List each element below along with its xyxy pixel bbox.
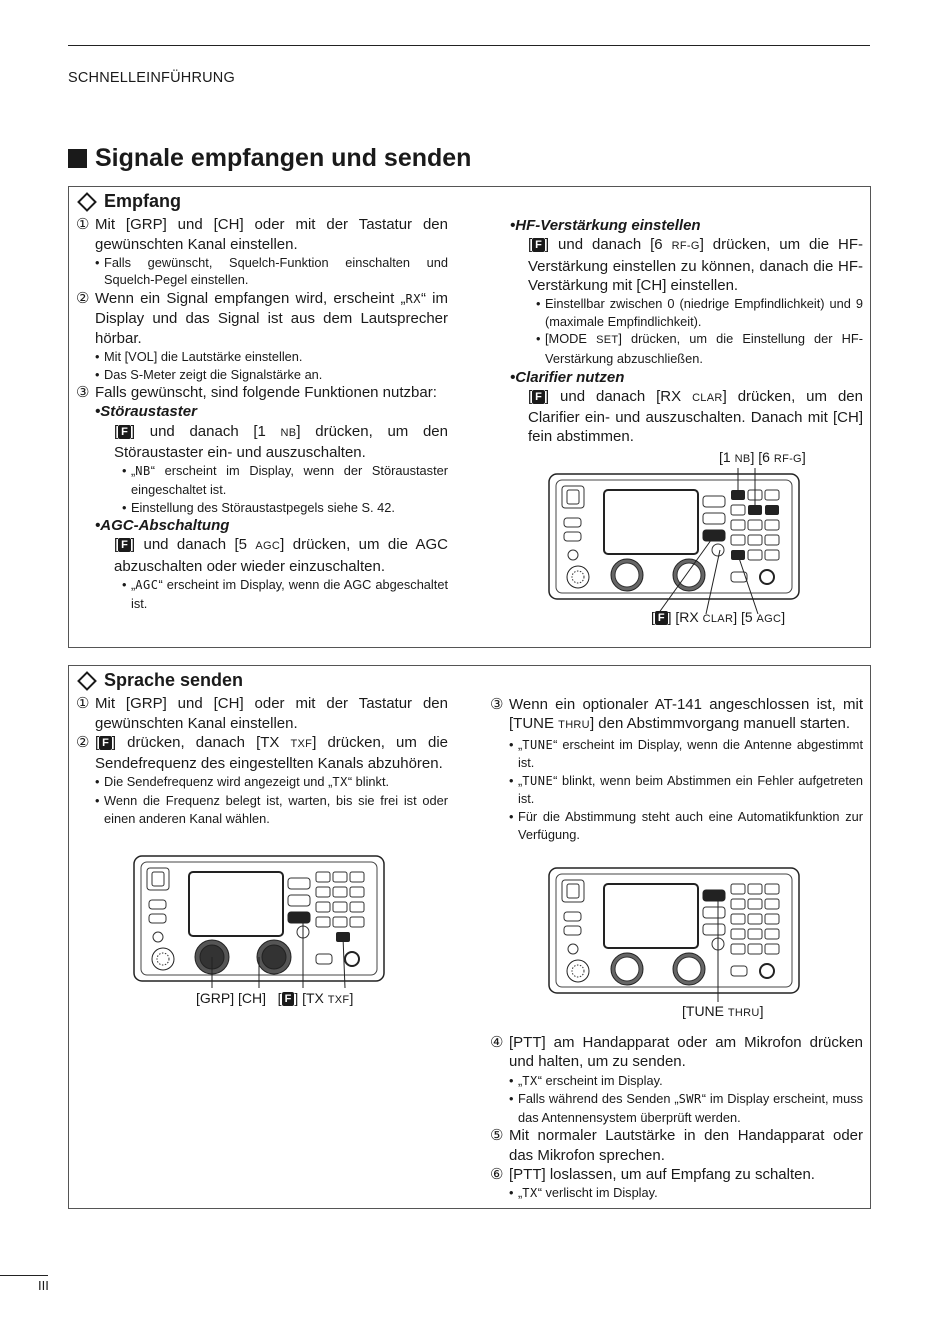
note: • „NB“ erscheint im Display, wenn der Störaustaster eingeschaltet ist.	[122, 463, 448, 497]
f-key-icon: F	[99, 736, 112, 750]
figure-label-top: [1 NB] [6 RF-G]	[719, 449, 806, 465]
figure-label-bottom: [ F ] [RX CLAR] [5 AGC]	[651, 609, 786, 625]
step-text: Mit [GRP] und [CH] oder mit der Tastatur den gewünschten Kanal einstellen.	[95, 216, 448, 253]
f-key-icon: F	[532, 390, 545, 404]
step: ③ Falls gewünscht, sind folgende Funktionen nutzbar:	[76, 384, 437, 402]
running-header: SCHNELLEINFÜHRUNG	[68, 70, 235, 86]
noise-blanker-block	[95, 402, 448, 612]
note: • Einstellung des Störaustastpegels siehe S. 42.	[122, 499, 395, 515]
note	[95, 254, 448, 289]
step: ⑥ [PTT] loslassen, um auf Empfang zu schalten.	[490, 1165, 815, 1183]
header-rule	[68, 45, 870, 46]
paragraph: [ F ] und danach [5 AGC] drücken, um die AGC abzuschalten oder wieder einzuschalten.	[114, 536, 448, 575]
square-icon	[68, 149, 87, 168]
radio-panel-figure-1	[548, 468, 800, 614]
page-number: III	[38, 1278, 49, 1293]
senden-right-column-bottom	[490, 1033, 863, 1203]
f-key-icon: F	[655, 611, 668, 625]
note: • Für die Abstimmung steht auch eine Automatikfunktion zur Verfügung.	[509, 808, 863, 842]
subheading: •Clarifier nutzen	[510, 368, 625, 386]
note: • Das S-Meter zeigt die Signalstärke an.	[95, 366, 323, 382]
empfang-left-column	[76, 192, 448, 612]
step: ④ [PTT] am Handapparat oder am Mikrofon drücken und halten, um zu senden.	[490, 1034, 863, 1071]
note: • Wenn die Frequenz belegt ist, warten, bis sie frei ist oder einen anderen Kanal wählen.	[95, 793, 448, 826]
senden-heading	[76, 671, 448, 690]
empfang-right-column	[510, 216, 863, 447]
step: ② [ F ] drücken, danach [TX TXF] drücken, um die Sendefrequenz des eingestellten Kanals abzuhören.	[76, 733, 448, 773]
note: • „TUNE“ blinkt, wenn beim Abstimmen ein Fehler aufgetreten ist.	[509, 772, 863, 807]
bullet: •	[95, 254, 100, 270]
empfang-heading	[76, 192, 448, 211]
f-key-icon: F	[532, 238, 545, 252]
note: • Einstellbar zwischen 0 (niedrige Empfindlichkeit) und 9 (maximale Empfindlichkeit).	[536, 296, 863, 329]
step: ① Mit [GRP] und [CH] oder mit der Tastatur den gewünschten Kanal einstellen.	[76, 695, 448, 732]
note: • [MODE SET] drücken, um die Einstellung der HF-Verstärkung abzuschließen.	[536, 331, 863, 366]
radio-panel-figure-2	[133, 852, 385, 988]
step	[76, 215, 448, 254]
lcd-text: RX	[405, 292, 421, 307]
subheading: •AGC-Abschaltung	[95, 517, 230, 535]
note-text: Falls gewünscht, Squelch-Funktion einschalten und Squelch-Pegel einstellen.	[104, 254, 448, 288]
note: • „AGC“ erscheint im Display, wenn die AGC abgeschaltet ist.	[122, 577, 448, 611]
note: • „TUNE“ erscheint im Display, wenn die Antenne abgestimmt ist.	[509, 736, 863, 771]
f-key-icon: F	[118, 425, 131, 439]
radio-panel-figure-3	[548, 866, 800, 1002]
f-key-icon: F	[282, 992, 295, 1006]
diamond-icon	[77, 192, 97, 212]
figure-label-tune: [TUNE THRU]	[682, 1003, 764, 1019]
note: • Die Sendefrequenz wird angezeigt und „TX“ blinkt.	[95, 774, 390, 790]
page-title	[68, 144, 471, 173]
paragraph: [ F ] und danach [RX CLAR] drücken, um den Clarifier ein- und auszuschalten. Danach mit [CH] fein abstimmen.	[528, 387, 863, 446]
paragraph: [ F ] und danach [1 NB] drücken, um den Störaustaster ein- und auszuschalten.	[114, 422, 448, 462]
step: ③ Wenn ein optionaler AT-141 angeschlossen ist, mit [TUNE THRU] den Abstimmvorgang manuell starten.	[490, 696, 863, 733]
f-key-icon: F	[118, 538, 131, 552]
page-title-text: Signale empfangen und senden	[95, 144, 472, 172]
note: • Falls während des Senden „SWR“ im Display erscheint, muss das Antennensystem überprüft werden.	[509, 1091, 863, 1125]
note: • „TX“ verlischt im Display.	[509, 1185, 658, 1201]
footer-rule	[0, 1275, 48, 1276]
paragraph: [ F ] und danach [6 RF-G] drücken, um die HF-Verstärkung einstellen zu können, danach die HF-Verstärkung mit [CH] einstellen.	[528, 236, 863, 294]
senden-left-column	[76, 671, 448, 827]
senden-right-column-top	[490, 695, 863, 843]
step-text: Wenn ein Signal empfangen wird, erscheint „RX“ im Display und das Signal ist aus dem Lautsprecher hörbar.	[95, 290, 448, 347]
note: • „TX“ erscheint im Display.	[509, 1072, 663, 1088]
subheading: •HF-Verstärkung einstellen	[510, 217, 701, 234]
diamond-icon	[77, 671, 97, 691]
subheading: •Störaustaster	[95, 403, 197, 421]
step-number: ①	[76, 216, 90, 234]
figure-label-send: [GRP] [CH] [ F ] [TX TXF]	[196, 990, 354, 1006]
senden-heading-text: Sprache senden	[104, 670, 244, 690]
step-number: ②	[76, 290, 90, 308]
note: • Mit [VOL] die Lautstärke einstellen.	[95, 348, 303, 364]
empfang-heading-text: Empfang	[104, 191, 182, 211]
step: ⑤ Mit normaler Lautstärke in den Handapparat oder das Mikrofon sprechen.	[490, 1127, 863, 1164]
step	[76, 289, 448, 348]
